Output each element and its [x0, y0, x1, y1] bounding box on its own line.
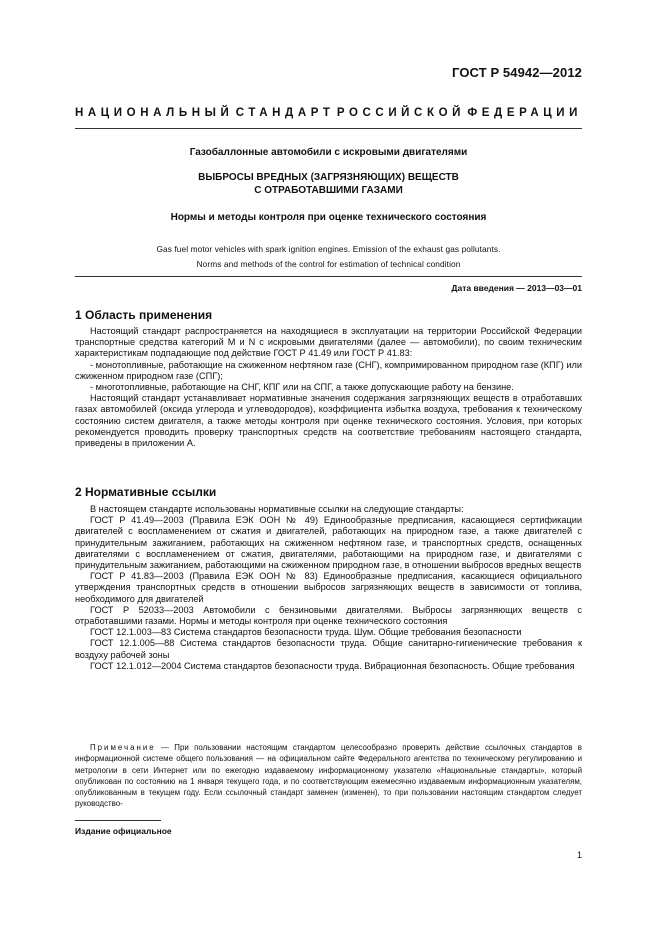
note-paragraph	[75, 742, 582, 810]
footer-divider	[75, 820, 161, 821]
edition-label: Издание официальное	[75, 826, 172, 836]
note-block	[75, 742, 582, 810]
section-1-heading: 1 Область применения	[75, 308, 213, 322]
note-label: Примечание	[90, 743, 156, 752]
paragraph: - монотопливные, работающие на сжиженном нефтяном газе (СНГ), компримированном природном газе (КПГ) или сжиженном природном газе (СПГ);	[75, 359, 582, 381]
introduction-date: Дата введения — 2013—03—01	[451, 283, 582, 293]
section-2-heading: 2 Нормативные ссылки	[75, 485, 217, 499]
banner-word: ФЕДЕРАЦИИ	[467, 107, 582, 119]
reference-item: ГОСТ Р 41.83—2003 (Правила ЕЭК ООН № 83) Единообразные предписания, касающиеся официального утверждения транспортных средств в отношении выбросов загрязняющих веществ в зависимости от топлива, необходимого для двигателей	[75, 571, 582, 604]
title-english-line-2: Norms and methods of the control for estimation of technical condition	[196, 259, 461, 269]
reference-item: ГОСТ 12.1.005—88 Система стандартов безопасности труда. Общие санитарно-гигиенические требования к воздуху рабочей зоны	[75, 638, 582, 660]
reference-item: ГОСТ Р 41.49—2003 (Правила ЕЭК ООН № 49) Единообразные предписания, касающиеся сертификации двигателей с воспламенением от сжатия и двигателей, работающих на природном газе, а также двигателей с принудительным зажиганием, работающих на сжиженном нефтяном газе, и транспортных средств, оснащенных двигателями с воспламенением от сжатия, двигателями, работающими на природном газе, и двигателями с принудительным зажиганием, работающими на сжиженном природном газе, в отношении выбросов вредных веществ	[75, 515, 582, 571]
reference-item: ГОСТ 12.1.012—2004 Система стандартов безопасности труда. Вибрационная безопасность. Общие требования	[90, 660, 575, 671]
page-number: 1	[576, 850, 582, 860]
document-code: ГОСТ Р 54942—2012	[452, 65, 582, 80]
title-english	[75, 242, 582, 272]
paragraph: Настоящий стандарт устанавливает нормативные значения содержания загрязняющих веществ в отработавших газах автомобилей (оксида углерода и углеводородов), коэффициента избытка воздуха, требования к техническому состоянию систем двигателя, а также методы контроля при оценке технического состояния. Условия, при которых рекомендуется проводить проверку транспортных средств на соответствие требованиям настоящего стандарта, приведены в приложении А.	[75, 393, 582, 449]
banner-word: СТАНДАРТ	[235, 107, 335, 119]
reference-item: ГОСТ 12.1.003—83 Система стандартов безопасности труда. Шум. Общие требования безопасности	[90, 627, 522, 638]
note-text: — При пользовании настоящим стандартом целесообразно проверить действие ссылочных стандартов в информационной системе общего пользования — на официальном сайте Федерального агентства по техническому регулированию и метрологии в сети Интернет или по ежегодно издаваемому информационному указателю «Национальные стандарты», который опубликован по состоянию на 1 января текущего года, и по соответствующим ежемесячно издаваемым информационным указателям, опубликованным в текущем году. Если ссылочный стандарт заменен (изменен), то при пользовании настоящим стандартом следует руководство-	[75, 743, 582, 809]
banner-word: РОССИЙСКОЙ	[336, 107, 465, 119]
title-line-1: Газобаллонные автомобили с искровыми двигателями	[189, 147, 468, 158]
paragraph: - многотопливные, работающие на СНГ, КПГ или на СПГ, а также допускающие работу на бензине.	[90, 382, 514, 393]
middle-divider	[75, 276, 582, 277]
section-1-body	[75, 326, 582, 449]
title-main-line-b: С ОТРАБОТАВШИМИ ГАЗАМИ	[254, 185, 403, 196]
paragraph: В настоящем стандарте использованы нормативные ссылки на следующие стандарты:	[90, 504, 464, 514]
banner-word: НАЦИОНАЛЬНЫЙ	[75, 107, 234, 119]
section-2-body	[75, 504, 582, 672]
reference-item: ГОСТ Р 52033—2003 Автомобили с бензиновыми двигателями. Выбросы загрязняющих веществ с отработавшими газами. Нормы и методы контроля при оценке технического состояния	[75, 604, 582, 627]
top-divider	[75, 128, 582, 129]
national-standard-banner	[75, 107, 582, 119]
title-main	[75, 171, 582, 197]
title-main-line-a: ВЫБРОСЫ ВРЕДНЫХ (ЗАГРЯЗНЯЮЩИХ) ВЕЩЕСТВ	[198, 172, 459, 183]
title-english-line-1: Gas fuel motor vehicles with spark ignition engines. Emission of the exhaust gas pollutants.	[156, 244, 501, 254]
title-subtitle: Нормы и методы контроля при оценке технического состояния	[170, 212, 487, 223]
paragraph: Настоящий стандарт распространяется на находящиеся в эксплуатации на территории Российской Федерации транспортные средства категорий М и N с искровыми двигателями (далее — автомобили), по своим техническим характеристикам подпадающие под действие ГОСТ Р 41.49 или ГОСТ Р 41.83:	[75, 326, 582, 359]
